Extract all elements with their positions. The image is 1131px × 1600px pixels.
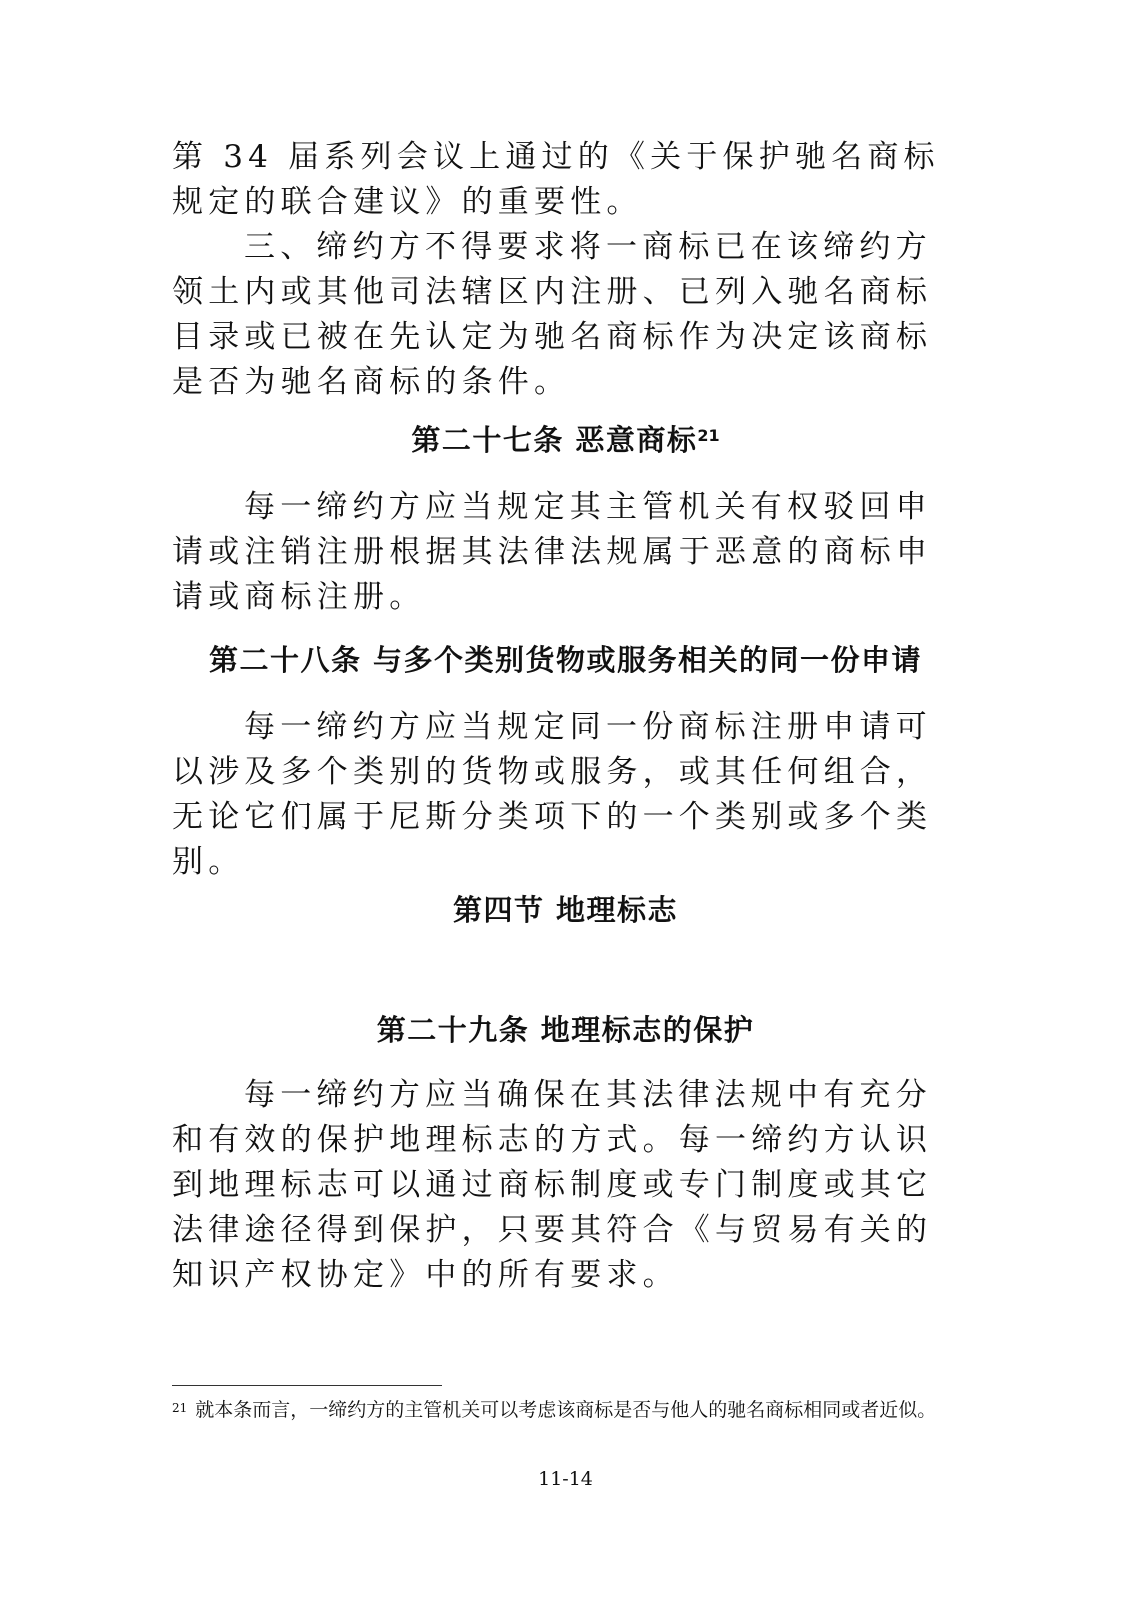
article-27-title: 第二十七条 恶意商标 bbox=[411, 423, 698, 457]
paragraph-continuation: 第 34 届系列会议上通过的《关于保护驰名商标规定的联合建议》的重要性。 bbox=[172, 139, 940, 220]
paragraph-article-29: 每一缔约方应当确保在其法律法规中有充分和有效的保护地理标志的方式。每一缔约方认识到地理标志可以通过商标制度或专门制度或其它法律途径得到保护，只要其符合《与贸易有关的知识产权协定》中的所有要求。 bbox=[172, 1077, 933, 1293]
section-4-heading: 第四节 地理标志 bbox=[452, 893, 679, 927]
footnote-reference[interactable]: 21 bbox=[697, 426, 720, 445]
paragraph-clause-3: 三、缔约方不得要求将一商标已在该缔约方领土内或其他司法辖区内注册、已列入驰名商标目录或已被在先认定为驰名商标作为决定该商标是否为驰名商标的条件。 bbox=[172, 229, 933, 400]
footnote-separator bbox=[172, 1385, 442, 1386]
paragraph-article-28: 每一缔约方应当规定同一份商标注册申请可以涉及多个类别的货物或服务，或其任何组合，无论它们属于尼斯分类项下的一个类别或多个类别。 bbox=[172, 709, 933, 880]
footnote-number: 21 bbox=[172, 1401, 188, 1415]
article-28-heading: 第二十八条 与多个类别货物或服务相关的同一份申请 bbox=[208, 643, 923, 677]
paragraph-article-27: 每一缔约方应当规定其主管机关有权驳回申请或注销注册根据其法律法规属于恶意的商标申请或商标注册。 bbox=[172, 489, 933, 615]
article-29-heading: 第二十九条 地理标志的保护 bbox=[376, 1013, 755, 1047]
footnote bbox=[172, 1396, 992, 1424]
page-number: 11-14 bbox=[538, 1468, 593, 1490]
footnote-text: 就本条而言，一缔约方的主管机关可以考虑该商标是否与他人的驰名商标相同或者近似。 bbox=[195, 1399, 937, 1421]
article-27-heading bbox=[0, 420, 1131, 460]
